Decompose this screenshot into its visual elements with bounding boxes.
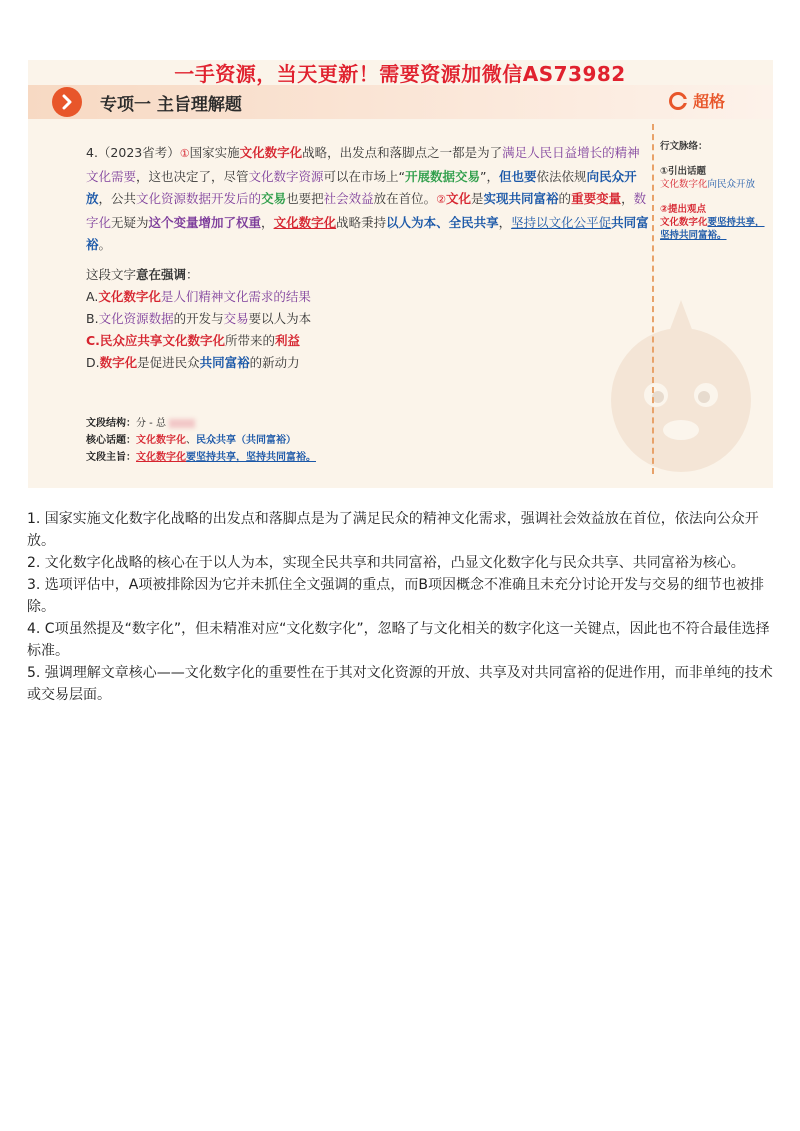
keyword: 数字化: [86, 191, 647, 230]
keyword: 向民众开放: [86, 168, 637, 206]
keyword: 交易: [261, 191, 287, 206]
keyword: 文化资源数据: [136, 191, 212, 206]
keyword: 坚持以文化公平促: [511, 214, 612, 230]
passage-text: 。: [98, 237, 112, 252]
structure-sidebar: [660, 140, 768, 242]
passage-text: 放在首位。: [373, 191, 437, 206]
slide-image: [28, 60, 773, 488]
keyword: 开展数据交易: [405, 168, 481, 184]
analysis-item: 1. 国家实施文化数字化战略的出发点和落脚点是为了满足民众的精神文化需求，强调社会效益放在首位，依法向公众开放。: [27, 511, 759, 549]
keyword: 实现共同富裕: [483, 191, 559, 206]
column-divider: [652, 124, 654, 474]
passage-text: 是: [471, 191, 484, 206]
brand-logo: [669, 89, 725, 112]
marker-2: ②: [436, 193, 446, 206]
summary-structure: 文段结构：分 - 总: [86, 415, 316, 432]
chevron-right-icon: [52, 87, 82, 117]
passage-text: 也要把: [286, 191, 324, 206]
section-title: 专项一 主旨理解题: [100, 95, 242, 115]
analysis-list: [27, 508, 775, 706]
brand-g-icon: [669, 92, 687, 110]
analysis-item: 2. 文化数字化战略的核心在于以人为本，实现全民共享和共同富裕，凸显文化数字化与民众共享、共同富裕为核心。: [27, 555, 745, 571]
passage-text: ，公共: [98, 191, 137, 206]
analysis-item: 4. C项虽然提及“数字化”，但未精准对应“文化数字化”，忽略了与文化相关的数字化这一关键点，因此也不符合最佳选择标准。: [27, 621, 770, 659]
keyword: 满足人民日益增长的精神文化需要: [86, 145, 640, 184]
passage-text: ，: [261, 214, 274, 230]
sidebar-step-1: ①引出话题: [660, 166, 707, 177]
passage-text: ”，: [480, 168, 500, 184]
keyword: 共同富裕: [86, 214, 649, 252]
question-stem: 这段文字意在强调：: [86, 267, 199, 282]
passage-summary: [86, 415, 316, 466]
sidebar-title: 行文脉络：: [660, 141, 708, 152]
keyword: 开发后的: [211, 191, 262, 206]
keyword: 文化: [446, 191, 472, 206]
summary-topic: 核心话题：文化数字化、民众共享（共同富裕）: [86, 435, 296, 446]
analysis-item: 5. 强调理解文章核心——文化数字化的重要性在于其对文化资源的开放、共享及对共同富裕的促进作用，而非单纯的技术或交易层面。: [27, 665, 773, 703]
passage-text: 依法依规: [536, 168, 587, 184]
keyword: 文化数字资源: [248, 168, 324, 184]
passage-text: 战略，出发点和落脚点之一都是为了: [302, 145, 503, 160]
marker-1: ①: [179, 147, 190, 160]
passage-text: ，: [498, 214, 512, 230]
option-c-answer: C.民众应共享文化数字化所带来的利益: [86, 333, 300, 348]
keyword: 社会效益: [323, 191, 374, 206]
option-d: D.数字化是促进民众共同富裕的新动力: [86, 355, 300, 370]
analysis-item: 3. 选项评估中，A项被排除因为它并未抓住全文强调的重点，而B项因概念不准确且未充分讨论开发与交易的细节也被排除。: [27, 577, 764, 615]
keyword: 重要变量: [571, 191, 622, 206]
passage-text: 战略秉持: [336, 214, 387, 230]
option-b: B.文化资源数据的开发与交易要以人为本: [86, 311, 312, 326]
question-passage: [86, 142, 652, 257]
slide-header: [28, 85, 773, 119]
keyword: 这个变量增加了权重: [148, 214, 262, 230]
watermark-banner: 一手资源，当天更新！需要资源加微信AS73982: [174, 62, 626, 86]
option-a: A.文化数字化是人们精神文化需求的结果: [86, 289, 311, 304]
passage-text: 的: [558, 191, 572, 206]
keyword: 文化数字化: [273, 214, 337, 230]
sidebar-step-1-text: 文化数字化向民众开放: [660, 179, 756, 190]
keyword: 文化数字化: [239, 145, 303, 160]
passage-text: 无疑为: [111, 214, 149, 230]
mascot-icon: [586, 290, 773, 480]
keyword: 但也要: [499, 168, 537, 184]
question-options: [86, 264, 311, 374]
sidebar-step-2-text: 文化数字化要坚持共享，坚持共同富裕。: [660, 217, 765, 241]
passage-text: 可以在市场上“: [323, 168, 406, 184]
passage-text: ，这也决定了，尽管: [136, 168, 249, 184]
summary-main-idea: 文段主旨：文化数字化要坚持共享，坚持共同富裕。: [86, 452, 316, 463]
sidebar-step-2: ②提出观点: [660, 204, 707, 215]
passage-text: 国家实施: [189, 145, 240, 160]
passage-text: ，: [621, 191, 634, 206]
question-number: 4.（2023省考）: [86, 145, 180, 160]
keyword: 以人为本、全民共享: [386, 214, 499, 230]
brand-name: 超格: [692, 92, 725, 111]
